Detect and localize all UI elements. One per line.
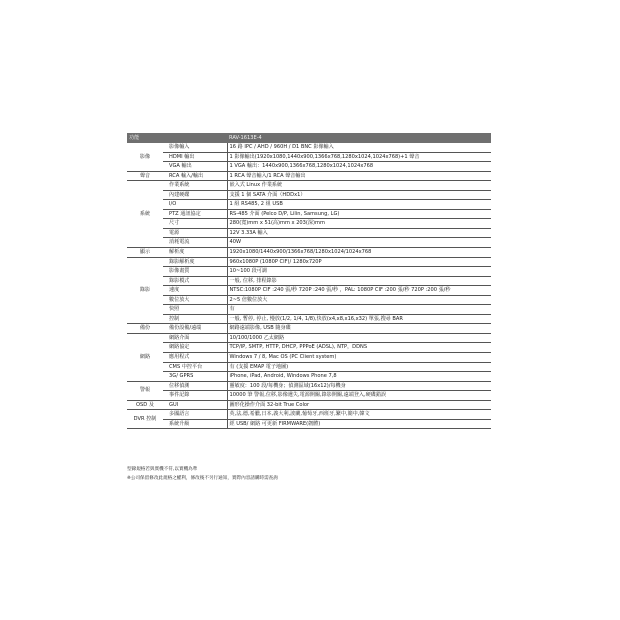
category-label: 備份	[127, 324, 163, 334]
table-row	[127, 400, 491, 410]
category-label: 錄影	[127, 257, 163, 324]
table-row	[127, 314, 491, 324]
spec-value: 圖形化操作介面 32-bit True Color	[227, 400, 491, 410]
category-label: 聲音	[127, 171, 163, 181]
spec-value: 2~5 倍數位放大	[227, 295, 491, 305]
table-row	[127, 171, 491, 181]
spec-item: CMS 中控平台	[163, 362, 227, 372]
spec-value: 16 路 IPC / AHD / 960H / D1 BNC 影像輸入	[227, 143, 491, 152]
table-row	[127, 391, 491, 401]
table-row	[127, 305, 491, 315]
spec-value: 一般, 暫停, 停止, 慢放(1/2, 1/4, 1/8),快放(x4,x8,x16,x32) 單張,搜尋 BAR	[227, 314, 491, 324]
table-row	[127, 372, 491, 382]
table-row	[127, 343, 491, 353]
spec-value: 10/100/1000 乙太網路	[227, 333, 491, 343]
spec-item: 尺寸	[163, 219, 227, 229]
table-row	[127, 381, 491, 391]
table-row	[127, 276, 491, 286]
spec-value: 英,法,德,希臘,日本,義大利,波蘭,葡萄牙,西班牙,繁中,簡中,韓文	[227, 410, 491, 420]
spec-item: RCA 輸入/輸出	[163, 171, 227, 181]
category-label: 影像	[127, 143, 163, 171]
spec-value: 有	[227, 305, 491, 315]
spec-item: 錄影解析度	[163, 257, 227, 267]
table-row	[127, 238, 491, 248]
spec-item: 消耗電流	[163, 238, 227, 248]
spec-item: 系統升級	[163, 419, 227, 429]
spec-table	[127, 133, 491, 429]
table-row	[127, 324, 491, 334]
header-model: RAV-1613E-4	[227, 133, 491, 143]
spec-item: 快照	[163, 305, 227, 315]
footnote-2: ※公司保留修改此規格之權利，修改後不另行通知，實際內容請購時需查詢	[127, 476, 278, 481]
spec-item: 位移偵測	[163, 381, 227, 391]
spec-item: 速度	[163, 286, 227, 296]
spec-item: 多國語言	[163, 410, 227, 420]
spec-item: 事件記錄	[163, 391, 227, 401]
table-row	[127, 257, 491, 267]
category-label: 網路	[127, 333, 163, 381]
header-item	[163, 133, 227, 143]
spec-item: 網路介面	[163, 333, 227, 343]
spec-item: 網路協定	[163, 343, 227, 353]
spec-item: 3G/ GPRS	[163, 372, 227, 382]
spec-value: 1 VGA 輸出：1440x900,1366x768,1280x1024,1024x768	[227, 162, 491, 172]
spec-value: 經 USB/ 網路 可更新 FIRMWARE(韌體)	[227, 419, 491, 429]
spec-value: 12V 3.33A 輸入	[227, 228, 491, 238]
spec-value: 1920x1080/1440x900/1366x768/1280x1024/1024x768	[227, 248, 491, 258]
spec-item: 電源	[163, 228, 227, 238]
category-label: 系統	[127, 181, 163, 248]
table-row	[127, 295, 491, 305]
table-row	[127, 353, 491, 363]
table-row	[127, 143, 491, 152]
category-label: OSD 及	[127, 400, 163, 410]
spec-value: 280(寬)mm x 51(高)mm x 203(深)mm	[227, 219, 491, 229]
spec-item: 影像畫質	[163, 267, 227, 277]
spec-value: TCP/IP, SMTP, HTTP, DHCP, PPPoE (ADSL), NTP，DDNS	[227, 343, 491, 353]
table-row	[127, 248, 491, 258]
spec-item: 備份設備/遠端	[163, 324, 227, 334]
spec-item: PTZ 通訊協定	[163, 209, 227, 219]
spec-item: 數位放大	[163, 295, 227, 305]
table-row	[127, 200, 491, 210]
spec-item: 解析度	[163, 248, 227, 258]
table-row	[127, 419, 491, 429]
table-row	[127, 181, 491, 191]
category-label: 顯示	[127, 248, 163, 258]
table-row	[127, 190, 491, 200]
table-row	[127, 162, 491, 172]
spec-value: 1 影像輸出(1920x1080,1440x900,1366x768,1280x1024,1024x768)+1 聲音	[227, 152, 491, 162]
table-row	[127, 286, 491, 296]
table-row	[127, 410, 491, 420]
spec-item: 錄影模式	[163, 276, 227, 286]
spec-item: 作業系統	[163, 181, 227, 191]
spec-value: 1 組 RS485, 2 組 USB	[227, 200, 491, 210]
spec-value: NTSC:1080P CIF :240 張/秒 720P :240 張/秒 ，PAL: 1080P CIF :200 張/秒 720P :200 張/秒	[227, 286, 491, 296]
spec-value: iPhone, iPad, Android, Windows Phone 7,8	[227, 372, 491, 382]
header-feature: 功能	[127, 133, 163, 143]
spec-value: 10000 筆 警報,位移,影像遺失,電源開關,錄影開關,遠端登入,硬碟錯誤	[227, 391, 491, 401]
spec-value: 有 (支援 EMAP 電子地圖)	[227, 362, 491, 372]
spec-value: 一般, 位移, 排程錄影	[227, 276, 491, 286]
spec-value: RS-485 介面 (Pelco D/P, Lilin, Samsung, LG)	[227, 209, 491, 219]
table-row	[127, 152, 491, 162]
table-row	[127, 267, 491, 277]
spec-value: Windows 7 / 8, Mac OS (PC Client system)	[227, 353, 491, 363]
table-row	[127, 333, 491, 343]
category-label: 警報	[127, 381, 163, 400]
spec-item: HDMI 輸出	[163, 152, 227, 162]
spec-item: I/O	[163, 200, 227, 210]
category-label: DVR 控制	[127, 410, 163, 429]
spec-item: 影像輸入	[163, 143, 227, 152]
spec-item: GUI	[163, 400, 227, 410]
spec-value: 靈敏度：100 段/每機身；偵測區域(16x12)/每機身	[227, 381, 491, 391]
table-header	[127, 133, 491, 143]
spec-value: 960x1080P (1080P CIF)/ 1280x720P	[227, 257, 491, 267]
spec-item: 內建硬碟	[163, 190, 227, 200]
spec-item: VGA 輸出	[163, 162, 227, 172]
table-row	[127, 209, 491, 219]
spec-value: 1 RCA 聲音輸入/1 RCA 聲音輸出	[227, 171, 491, 181]
spec-value: 嵌入式 Linux 作業系統	[227, 181, 491, 191]
footnotes	[127, 465, 278, 483]
table-row	[127, 219, 491, 229]
table-row	[127, 228, 491, 238]
spec-value: 40W	[227, 238, 491, 248]
spec-body	[127, 143, 491, 429]
spec-value: 支援 1 個 SATA 介面（HDDx1）	[227, 190, 491, 200]
spec-value: 10~100 段可調	[227, 267, 491, 277]
footnote-1: 型錄規格若與實機不符,以實機為準	[127, 467, 198, 472]
table-row	[127, 362, 491, 372]
spec-sheet	[127, 133, 491, 429]
spec-item: 控制	[163, 314, 227, 324]
spec-item: 應用程式	[163, 353, 227, 363]
spec-value: 網路遠端影像, USB 隨身碟	[227, 324, 491, 334]
